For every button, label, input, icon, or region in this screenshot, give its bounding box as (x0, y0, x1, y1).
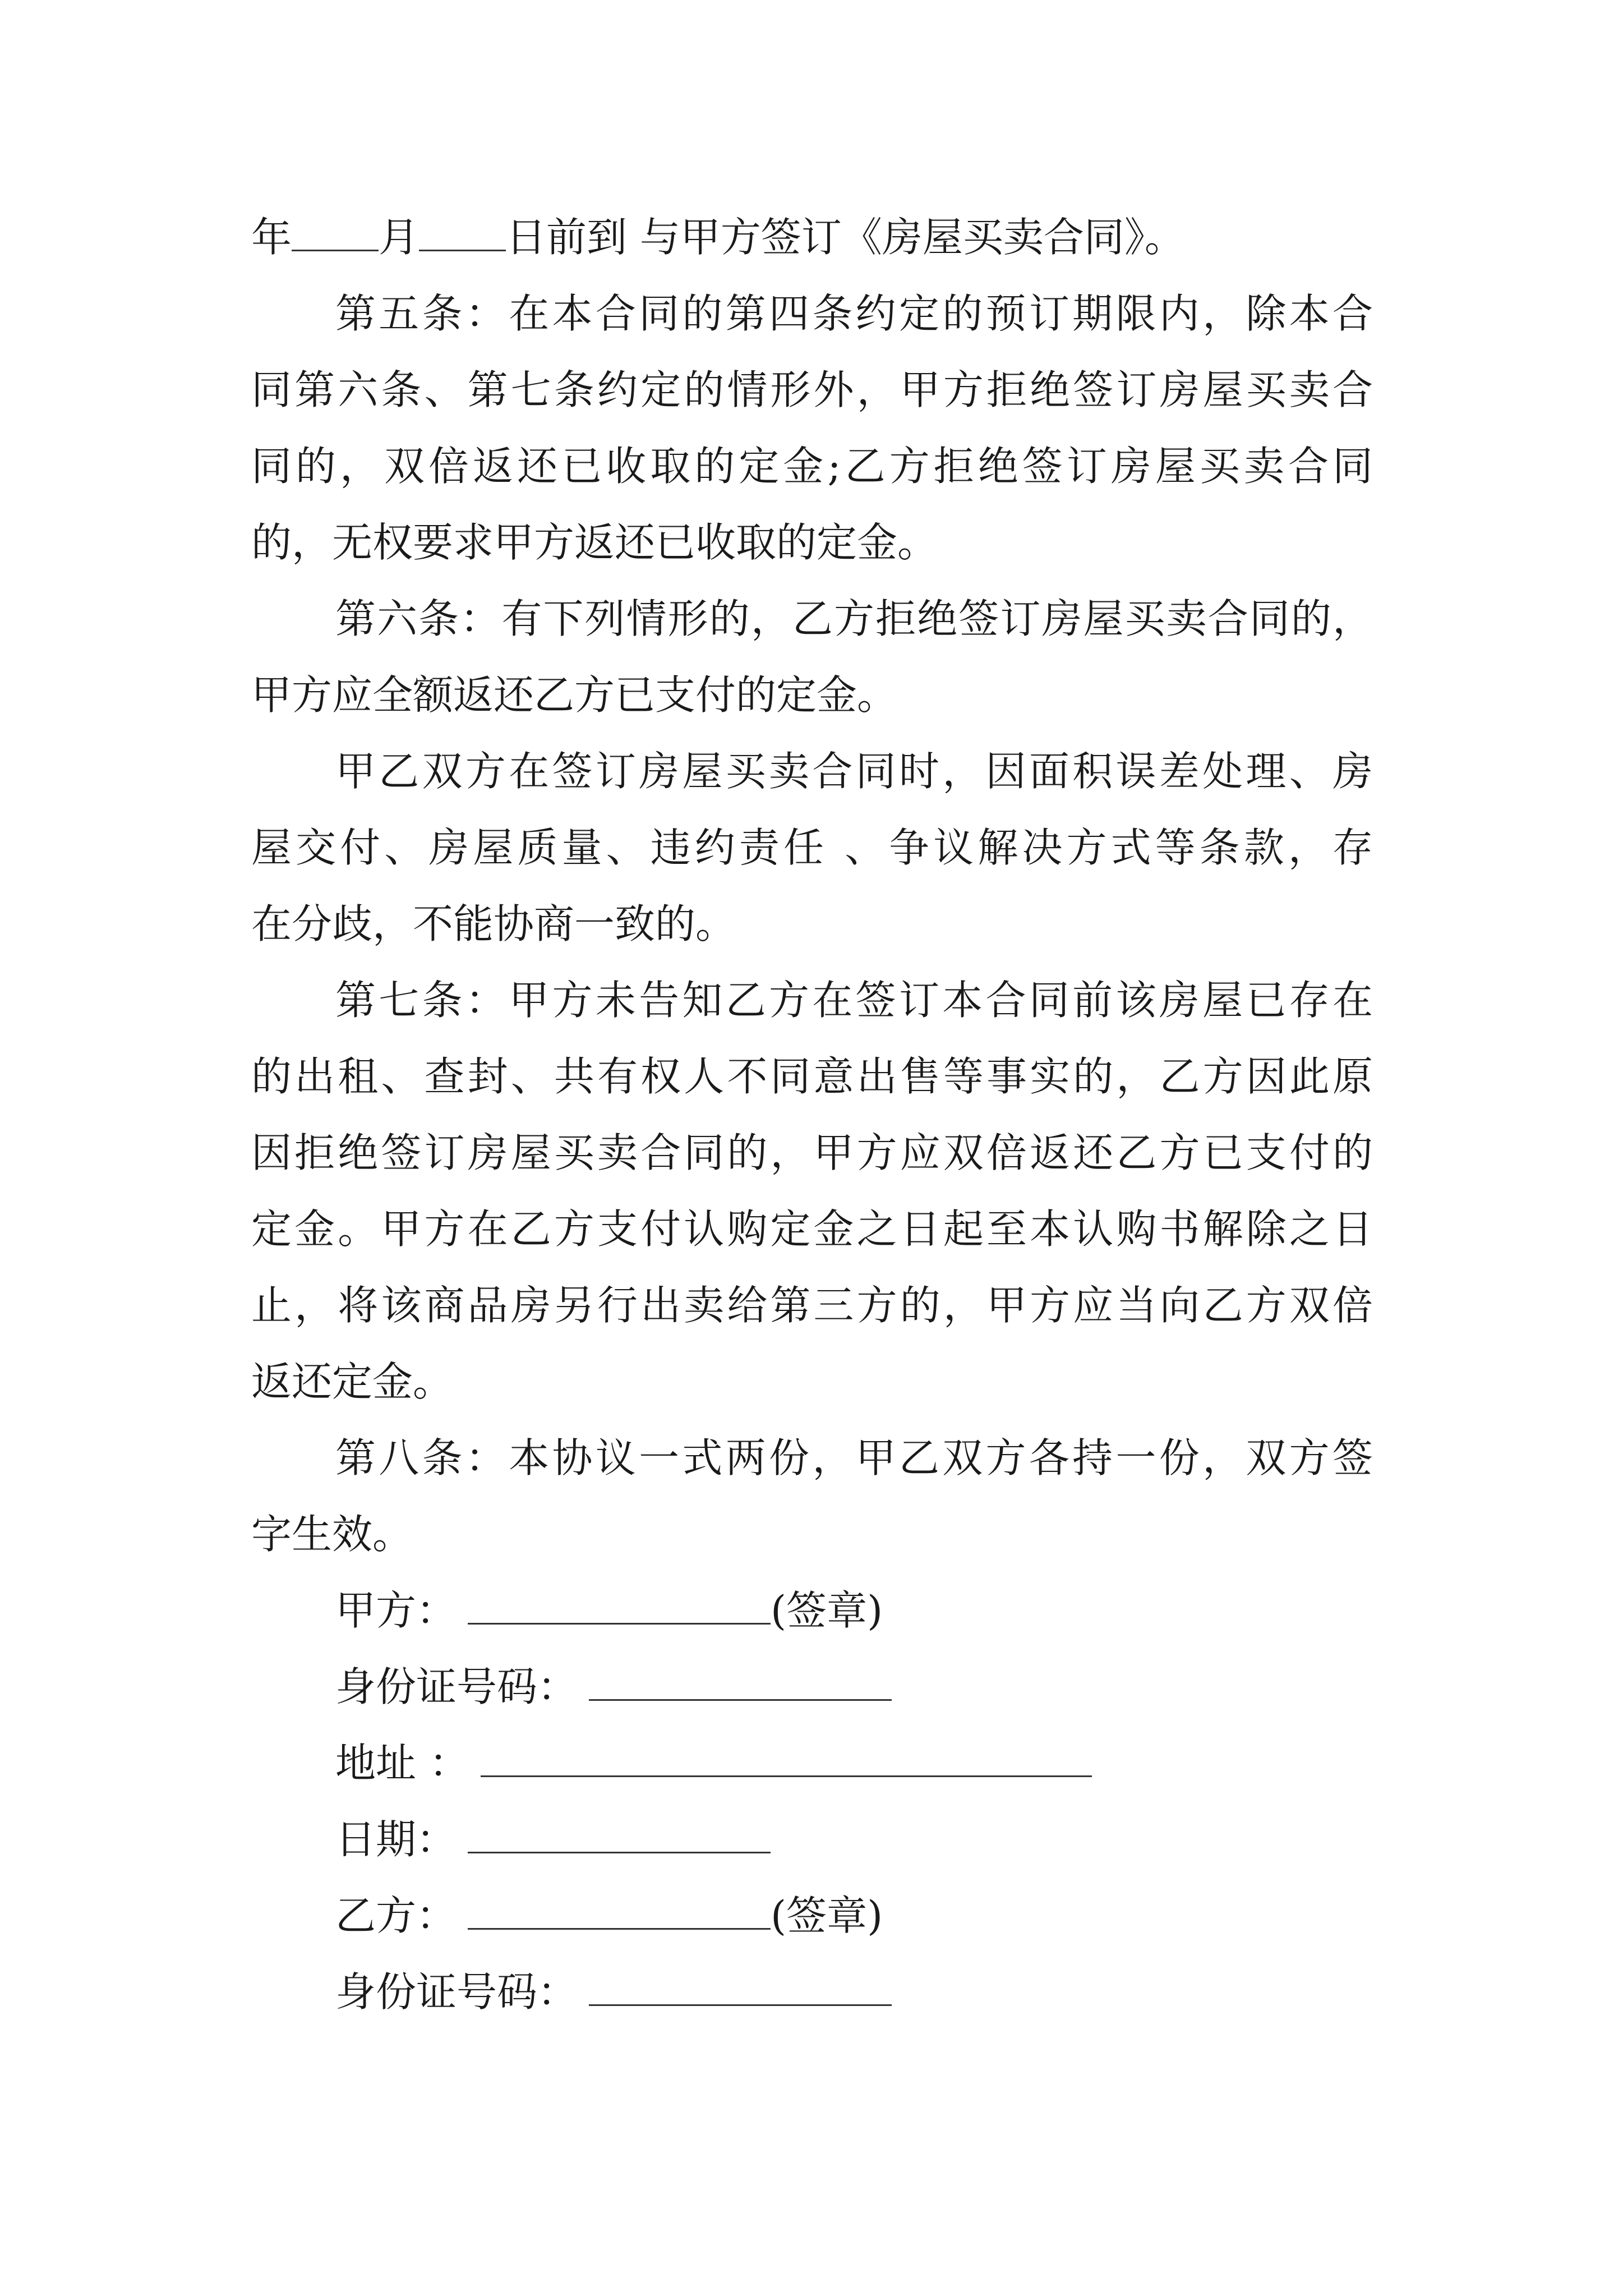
day-text: 日前到 与甲方签订《房屋买卖合同》。 (506, 214, 1185, 261)
article7-line-4: 定金。甲方在乙方支付认购定金之日起至本认购书解除之日 (251, 1205, 1373, 1253)
id-b-row (251, 1954, 1373, 2030)
article7-line-1: 第七条：甲方未告知乙方在签订本合同前该房屋已存在 (335, 977, 1373, 1024)
party-a-row (251, 1572, 1373, 1649)
address-row (251, 1725, 1373, 1801)
article6-line-1: 第六条：有下列情形的，乙方拒绝签订房屋买卖合同的， (335, 595, 1373, 642)
date-label: 日期： (335, 1816, 457, 1863)
article7-line-3: 因拒绝签订房屋买卖合同的，甲方应双倍返还乙方已支付的 (251, 1129, 1373, 1176)
day-blank (419, 205, 506, 251)
month-blank (292, 205, 379, 251)
party-a-signature-field[interactable] (468, 1578, 771, 1625)
article6-detail-line-2: 屋交付、房屋质量、违约责任 、争议解决方式等条款，存 (251, 824, 1373, 871)
party-b-label: 乙方： (335, 1892, 457, 1939)
id-b-field[interactable] (589, 1959, 892, 2006)
id-a-row (251, 1649, 1373, 1725)
article6-detail-line-3: 在分歧，不能协商一致的。 (251, 900, 736, 947)
party-b-signature-field[interactable] (468, 1883, 771, 1930)
article6-line-2: 甲方应全额返还乙方已支付的定金。 (251, 671, 898, 719)
intro-line (251, 199, 1373, 275)
date-row (251, 1801, 1373, 1878)
party-b-seal: (签章) (771, 1892, 883, 1939)
party-a-seal: (签章) (771, 1587, 883, 1634)
party-a-label: 甲方： (335, 1587, 457, 1634)
year-label: 年 (251, 214, 292, 261)
article5-line-2: 同第六条、第七条约定的情形外，甲方拒绝签订房屋买卖合 (251, 366, 1373, 413)
id-b-label: 身份证号码： (335, 1968, 578, 2016)
address-label: 地址 ： (335, 1740, 469, 1787)
article5-line-3: 同的，双倍返还已收取的定金;乙方拒绝签订房屋买卖合同 (251, 443, 1373, 490)
month-label: 月 (379, 214, 419, 261)
article7-line-5: 止，将该商品房另行出卖给第三方的，甲方应当向乙方双倍 (251, 1282, 1373, 1329)
id-a-label: 身份证号码： (335, 1663, 578, 1710)
article7-line-2: 的出租、查封、共有权人不同意出售等事实的，乙方因此原 (251, 1053, 1373, 1100)
article5-line-1: 第五条：在本合同的第四条约定的预订期限内，除本合 (335, 290, 1373, 337)
id-a-field[interactable] (589, 1654, 892, 1701)
document-body (251, 199, 1373, 2030)
article6-detail-line-1: 甲乙双方在签订房屋买卖合同时，因面积误差处理、房 (335, 748, 1373, 795)
address-field[interactable] (481, 1731, 1092, 1777)
article8-line-1: 第八条：本协议一式两份，甲乙双方各持一份，双方签 (335, 1434, 1373, 1481)
article8-line-2: 字生效。 (251, 1511, 413, 1558)
date-field[interactable] (468, 1807, 771, 1853)
party-b-row (251, 1878, 1373, 1954)
article7-line-6: 返还定金。 (251, 1358, 454, 1405)
article5-line-4: 的，无权要求甲方返还已收取的定金。 (251, 519, 938, 566)
